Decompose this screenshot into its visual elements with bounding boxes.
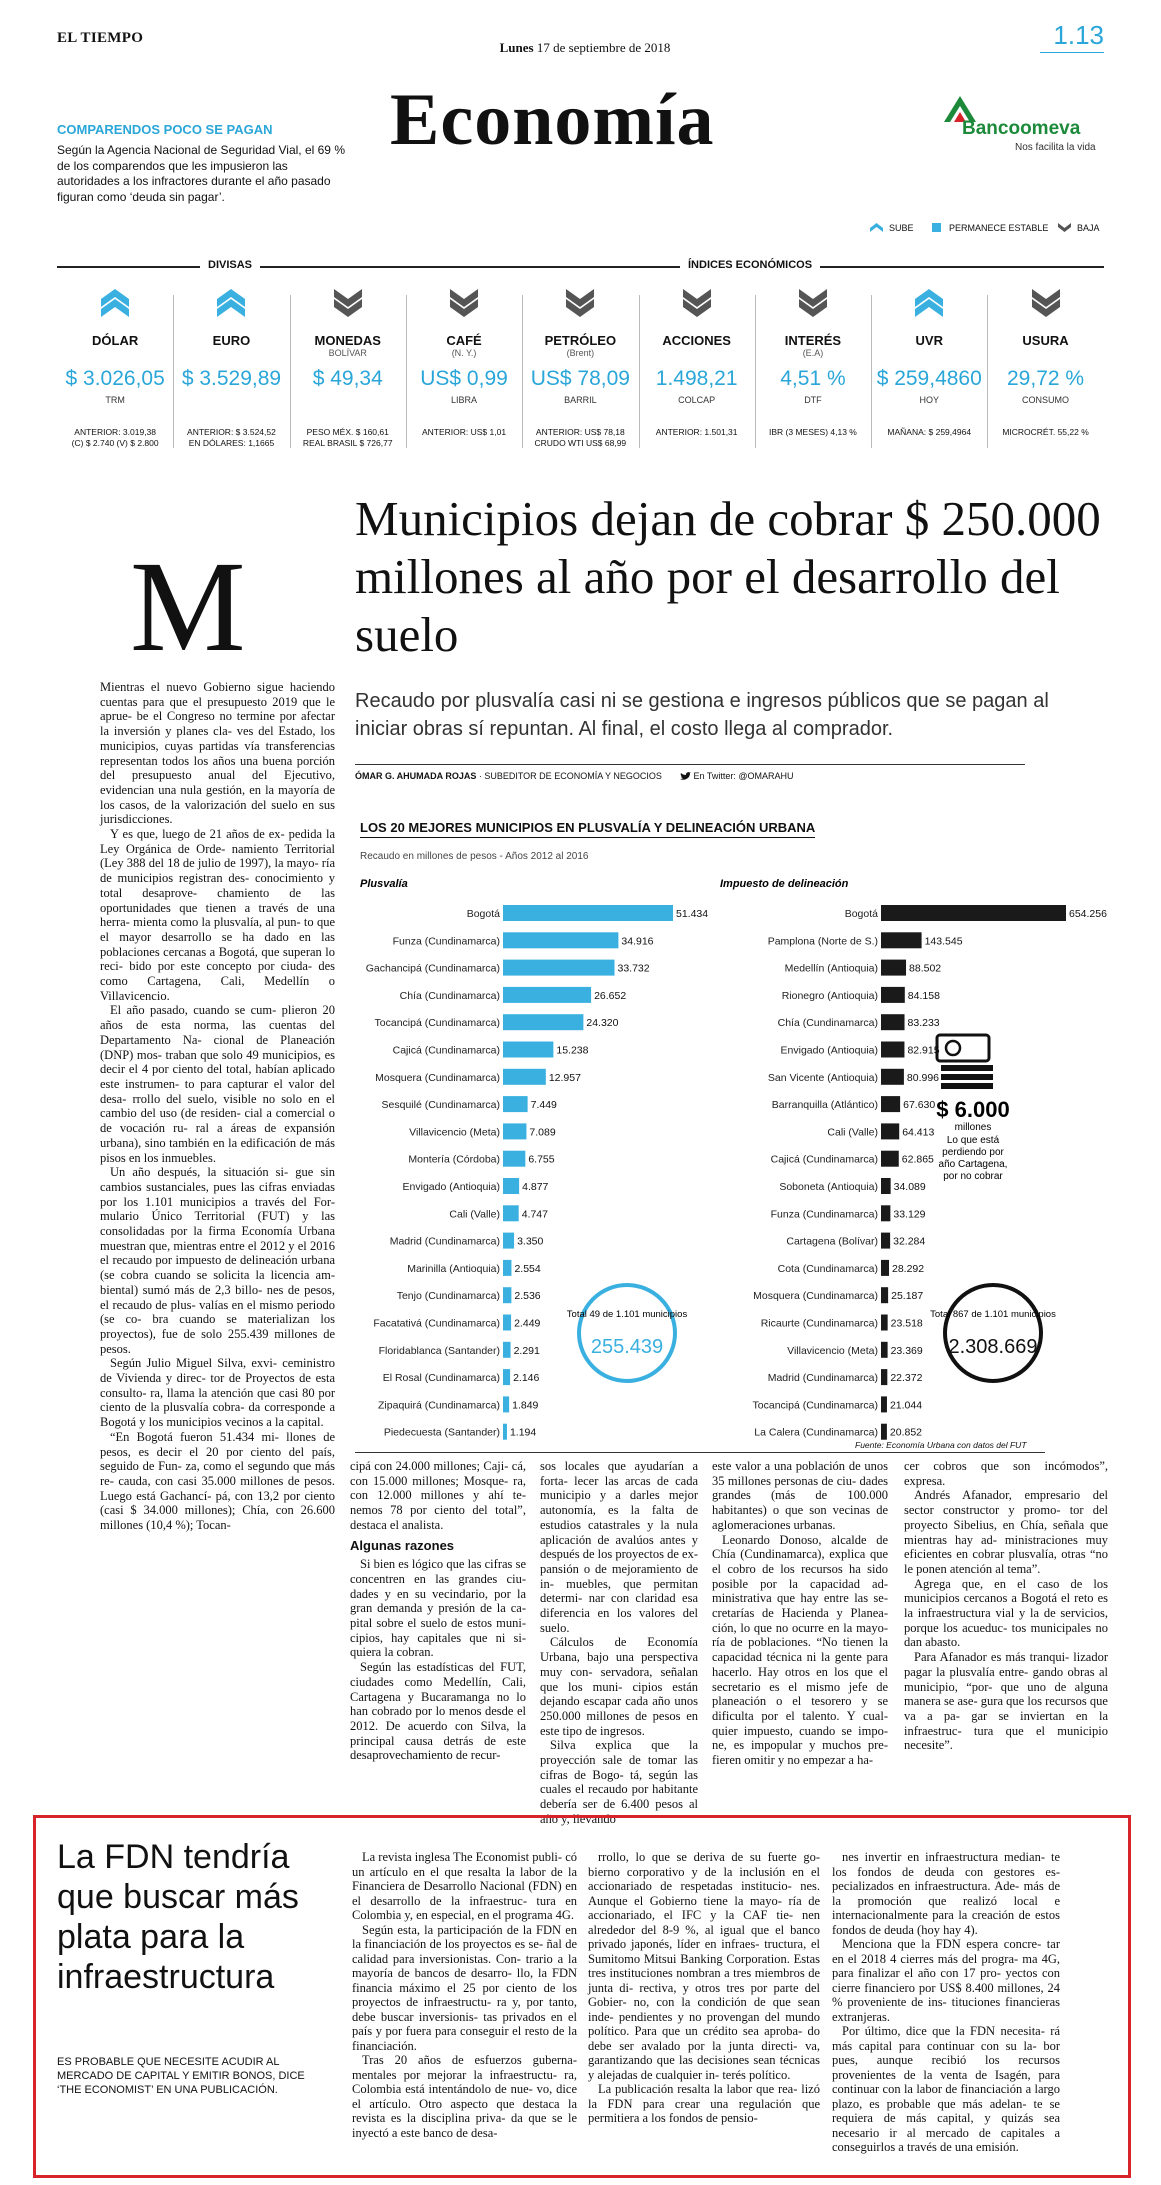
category-label: Funza (Cundinamarca) <box>770 1208 878 1221</box>
bar-value-label: 34.916 <box>621 935 654 948</box>
bar <box>881 905 1066 921</box>
paragraph: nes invertir en infraestructura median- te los fondos de deuda con gestores es- pecializados en infraestructura. Ade- más de la promoción que realizó local e internacionalmente para la creación de estos fondos de deuda (hoy hay 4). <box>832 1850 1060 1937</box>
twitter-handle[interactable] <box>680 771 794 781</box>
paragraph: Mientras el nuevo Gobierno sigue haciendo cuentas para que el presupuesto 2019 que le aprue- be el Congreso no termine por afectar la inversión y planes cla- ves del Estado, los municipios, cuyas partidas vía transferencias representan todos los años una buena porción del presupuesto anual del Ejecutivo, evidencian una nula gestión, en la mayoría de los casos, de la valorización del suelo en sus jurisdicciones. <box>100 680 335 827</box>
bar <box>881 1315 888 1331</box>
group-indices: ÍNDICES ECONÓMICOS <box>680 259 820 271</box>
total-label-plusvalia: Total 49 de 1.101 municipios <box>566 1309 688 1320</box>
brief-title: COMPARENDOS POCO SE PAGAN <box>57 122 273 137</box>
indicator-foot-2: REAL BRASIL $ 726,77 <box>302 437 393 448</box>
legend-stable-label: PERMANECE ESTABLE <box>949 222 1049 233</box>
category-label: Sesquilé (Cundinamarca) <box>381 1099 500 1112</box>
paragraph: La publicación resalta la labor que rea- lizó la FDN para crear una regulación que permitiera a los fondos de pensio- <box>588 2082 820 2125</box>
bar-value-label: 3.350 <box>517 1235 544 1248</box>
indicator-foot-1: MICROCRÉT. 55,22 % <box>1002 427 1089 437</box>
page-number <box>1053 20 1104 51</box>
bar-value-label: 24.320 <box>586 1017 619 1030</box>
indicator-value: 4,51 % <box>780 367 846 390</box>
box-column-2 <box>588 1850 820 2165</box>
bar-value-label: 67.630 <box>903 1099 936 1112</box>
bar-value-label: 80.996 <box>906 1071 940 1084</box>
series-name-0: Plusvalía <box>360 878 408 890</box>
category-label: El Rosal (Cundinamarca) <box>382 1372 500 1385</box>
total-label-delineacion: Total 867 de 1.101 municipios <box>930 1309 1056 1320</box>
paragraph: Cálculos de Economía Urbana, bajo una perspectiva muy con- servadora, señalan que los muni- cipios están dejando escapar cada año unos 250.000 millones de pesos en este tipo de ingresos. <box>540 1635 698 1738</box>
bar-value-label: 84.158 <box>907 989 940 1002</box>
indicator-name: DÓLAR <box>92 333 139 348</box>
category-label: San Vicente (Antioquia) <box>767 1071 878 1084</box>
callout-text-line: año Cartagena, <box>938 1159 1008 1170</box>
byline <box>355 771 662 781</box>
bar <box>503 1260 511 1276</box>
chart-source: Fuente: Economía Urbana con datos del FUT <box>855 1440 1027 1450</box>
category-label: Barranquilla (Atlántico) <box>771 1099 878 1112</box>
twitter-bird-icon <box>680 772 691 781</box>
trend-up-icon <box>217 287 245 319</box>
indicator-foot-1: MAÑANA: $ 259,4964 <box>887 427 972 437</box>
twitter-label: En Twitter: @OMARAHU <box>693 771 794 781</box>
indicator-4 <box>522 287 638 452</box>
group-divisas: DIVISAS <box>200 259 260 271</box>
bar-value-label: 4.747 <box>521 1208 548 1221</box>
bar <box>503 1287 511 1303</box>
category-label: Tocancipá (Cundinamarca) <box>374 1017 500 1030</box>
indicator-separator <box>522 295 523 448</box>
indicator-unit: HOY <box>919 395 939 405</box>
indicator-name: INTERÉS <box>784 333 842 348</box>
article-column-2 <box>350 1459 526 1789</box>
indicator-7 <box>871 287 987 452</box>
chart-subtitle: Recaudo en millones de pesos - Años 2012 al 2016 <box>360 851 589 862</box>
legend-stable <box>930 222 1048 233</box>
bar-value-label: 1.194 <box>509 1426 537 1439</box>
bar-value-label: 62.865 <box>901 1153 934 1166</box>
paragraph: cer cobros que son incómodos”, expresa. <box>904 1459 1108 1488</box>
article-column-1 <box>100 680 335 1785</box>
headline: Municipios dejan de cobrar $ 250.000 millones al año por el desarrollo del suelo <box>355 491 1101 662</box>
bar <box>503 1233 514 1249</box>
bar-value-label: 34.089 <box>893 1181 926 1193</box>
bar <box>881 1342 888 1358</box>
edition-date <box>440 40 730 56</box>
paragraph: Para Afanador es más tranqui- lizador pagar la plusvalía entre- gando obras al municipio, “por- que uno de alguna manera se ase- gura que los recursos que va a pa- gar se inviertan en la infraestruc- tura que el municipio necesite”. <box>904 1650 1108 1753</box>
bar <box>503 905 673 921</box>
category-label: Facatativá (Cundinamarca) <box>373 1317 500 1330</box>
total-circle-delineacion <box>945 1285 1041 1381</box>
byline-role: · SUBEDITOR DE ECONOMÍA Y NEGOCIOS <box>476 771 662 781</box>
drop-cap: M <box>130 535 246 679</box>
category-label: Cali (Valle) <box>827 1126 878 1139</box>
indicator-foot <box>173 427 289 448</box>
category-label: Mosquera (Cundinamarca) <box>753 1290 878 1303</box>
bar <box>503 1014 583 1030</box>
bar-value-label: 654.256 <box>1069 908 1107 920</box>
indicator-foot-1: ANTERIOR: 1.501,31 <box>655 427 738 437</box>
bar <box>503 987 591 1003</box>
indicator-value: $ 259,4860 <box>876 367 982 390</box>
indicator-foot-2: (C) $ 2.740 (V) $ 2.800 <box>71 437 159 448</box>
bar-value-label: 4.877 <box>522 1181 549 1193</box>
category-label: Ricaurte (Cundinamarca) <box>760 1317 878 1330</box>
indicator-sub: BOLÍVAR <box>328 348 367 358</box>
byline-author: ÓMAR G. AHUMADA ROJAS <box>355 771 477 781</box>
paragraph: Según Julio Miguel Silva, exvi- ceministro de Vivienda y direc- tor de Proyectos de esta consulto- ra, llama la atención que casi 80 por ciento de la plusvalía cobra- da corresponde a Bogotá y los municipios vecinos a la capital. <box>100 1356 335 1430</box>
paragraph: “En Bogotá fueron 51.434 mi- llones de pesos, es decir el 20 por ciento del país, seguido de Fun- za, como el segundo que más re- cauda, con casi 35.000 millones de pesos. Luego está Gachancí- pá, con 13,2 por ciento (casi $ 34.000 millones); Chía, con 26.600 millones (10,4 %); Tocan- <box>100 1429 335 1533</box>
category-label: Mosquera (Cundinamarca) <box>375 1071 500 1084</box>
category-label: Villavicencio (Meta) <box>787 1344 878 1357</box>
square-icon <box>930 222 943 233</box>
bar-value-label: 22.372 <box>890 1372 923 1385</box>
paragraph: Menciona que la FDN espera concre- tar en el 2018 4 cierres más del progra- ma 4G, para finalizar el año con 17 pro- yectos con cierre financiero por US$ 8.400 millones, 24 % proveniente de ins- tituciones financieras extranjeras. <box>832 1937 1060 2024</box>
paragraph: Y es que, luego de 21 años de ex- pedida la Ley Orgánica de Orde- namiento Territorial (Ley 388 del 18 de julio de 1997), la mayo- ría de municipios registran des- conocimiento y total desaprove- chamiento de las oportunidades que tienen a través de una herra- mienta como la plusvalía, al pun- to que el mayor desarrollo se ha dado en las poblaciones cercanas a Bogotá, que superan lo reci- bido por este concepto por ciuda- des como Cartagena, Cali, Medellín o Villavicencio. <box>100 827 335 1003</box>
bar <box>881 1260 889 1276</box>
bar <box>503 960 614 976</box>
category-label: Tocancipá (Cundinamarca) <box>752 1399 878 1412</box>
bar <box>503 1123 526 1139</box>
bar <box>881 1014 905 1030</box>
box-summary: ES PROBABLE QUE NECESITE ACUDIR AL MERCADO DE CAPITAL Y EMITIR BONOS, DICE ‘THE ECONOMIST’ EN UNA PUBLICACIÓN. <box>57 2056 305 2096</box>
bar-value-label: 20.852 <box>889 1426 923 1439</box>
col2-text-b <box>350 1557 526 1763</box>
date-weekday: Lunes <box>499 40 534 55</box>
category-label: Funza (Cundinamarca) <box>392 935 500 948</box>
indicator-foot-1: ANTERIOR: 3.019,38 <box>74 427 157 437</box>
indicator-foot <box>639 427 755 438</box>
bar <box>881 1424 887 1440</box>
bar <box>881 1123 899 1139</box>
trend-down-icon <box>566 287 594 319</box>
legend-down <box>1058 222 1100 233</box>
paragraph: La revista inglesa The Economist publi- có un artículo en el que resalta la labor de la Financiera de Desarrollo Nacional (FDN) en el desarrollo de la infraestruc- tura en Colombia y, en especial, en el programa 4G. <box>352 1850 577 1922</box>
category-label: Pamplona (Norte de S.) <box>767 935 878 948</box>
callout-unit: millones <box>954 1122 992 1133</box>
indicator-foot <box>57 427 173 448</box>
indicator-unit: CONSUMO <box>1022 395 1070 405</box>
indicator-0 <box>57 287 173 452</box>
bar <box>503 1069 546 1085</box>
bar-value-label: 28.292 <box>891 1262 925 1275</box>
page-number-rule <box>1040 52 1104 53</box>
indicator-foot-1: ANTERIOR: $ 3.524,52 <box>187 427 276 437</box>
bar <box>503 932 618 948</box>
indicator-2 <box>290 287 406 452</box>
bar <box>881 1369 887 1385</box>
section-title: Economía <box>390 79 715 161</box>
ad-brand: Bancoomeva <box>962 118 1081 139</box>
indicator-1 <box>173 287 289 452</box>
indicator-unit: TRM <box>105 395 125 405</box>
category-label: Cajicá (Cundinamarca) <box>392 1044 500 1057</box>
bar-value-label: 23.369 <box>890 1344 923 1357</box>
indicator-sub: (Brent) <box>566 348 595 358</box>
paragraph: sos locales que ayudarían a forta- lecer las arcas de cada municipio y a darles mejor autonomía, es la falta de estudios catastrales y la nula aplicación de avalúos antes y después de los proyectos de ex- pansión o de mejoramiento de in- muebles, que permitan determi- nar con claridad esa diferencia en los valores del suelo. <box>540 1459 698 1635</box>
category-label: Cartagena (Bolívar) <box>786 1235 878 1248</box>
advertisement[interactable] <box>940 92 1100 162</box>
indicator-foot <box>755 427 871 438</box>
bar-value-label: 88.502 <box>909 962 942 975</box>
indicator-name: ACCIONES <box>662 333 731 348</box>
trend-down-icon <box>1032 287 1060 319</box>
indicator-value: $ 3.026,05 <box>65 367 165 390</box>
indicator-5 <box>639 287 755 452</box>
category-label: Cota (Cundinamarca) <box>777 1262 878 1275</box>
category-label: Bogotá <box>466 908 500 920</box>
bar-value-label: 143.545 <box>924 935 963 948</box>
indicator-foot-2: CRUDO WTI US$ 68,99 <box>534 437 627 448</box>
category-label: Cali (Valle) <box>449 1208 500 1221</box>
bar <box>503 1424 507 1440</box>
category-label: Marinilla (Antioquia) <box>407 1262 500 1275</box>
byline-rule <box>355 764 1025 765</box>
bar <box>503 1315 511 1331</box>
series-name-1: Impuesto de delineación <box>720 878 849 890</box>
money-stack-icon <box>937 1035 993 1089</box>
bar-value-label: 51.434 <box>676 908 709 920</box>
category-label: Rionegro (Antioquia) <box>781 989 878 1002</box>
legend-up <box>870 222 914 233</box>
indicator-value: US$ 78,09 <box>530 367 630 390</box>
box-column-1 <box>352 1850 577 2165</box>
indicator-name: MONEDAS <box>314 333 381 348</box>
trend-down-icon <box>799 287 827 319</box>
indicator-name: UVR <box>915 333 943 348</box>
paragraph: Silva explica que la proyección sale de tomar las cifras de Bogo- tá, según las cuales el recaudo por habitante debería ser de 6.400 pesos al año y, llevando <box>540 1738 698 1826</box>
bar <box>881 1151 899 1167</box>
bar-value-label: 2.291 <box>513 1344 540 1357</box>
deck: Recaudo por plusvalía casi ni se gestiona e ingresos públicos que se pagan al iniciar obras sí repuntan. Al final, el costo llega al comprador. <box>355 690 1049 740</box>
bar-value-label: 2.449 <box>514 1317 541 1330</box>
page-section: 1. <box>1053 20 1076 50</box>
paragraph: Si bien es lógico que las cifras se concentren en las grandes ciu- dades y en su vecindario, por la gran demanda y presión de la ca- pital sobre el suelo de estos muni- cipios, hay capitales que ni si- quiera la cobran. <box>350 1557 526 1660</box>
date-text: 17 de septiembre de 2018 <box>536 40 671 55</box>
paragraph: Por último, dice que la FDN necesita- rá más capital para continuar con su la- bor pues, aunque recibió los recursos provenientes de la venta de Isagén, para continuar con la labor de financiación a largo plazo, es probable que más adelan- te se requiera de más capital, y quizás sea necesario ir al mercado de capitales a conseguirlos a través de una emisión. <box>832 2024 1060 2154</box>
category-label: Madrid (Cundinamarca) <box>767 1372 878 1385</box>
indicator-foot <box>290 427 406 448</box>
bar-value-label: 25.187 <box>891 1290 924 1303</box>
paragraph: El año pasado, cuando se cum- plieron 20 años de esta norma, las cuentas del Departamento Na- cional de Planeación (DNP) mos- traban que solo 49 municipios, es decir el 4 por ciento del total, habían aplicado este instrumen- to para capturar el valor del desa- rrollo del suelo, visible no solo en el cambio del uso (de residen- cial a comercial o de vocación ru- ral a áreas de expansión urbana), sino también en la edificación de más pisos en los inmuebles. <box>100 1003 335 1165</box>
category-label: Envigado (Antioquia) <box>780 1044 878 1057</box>
indicator-sub: (N. Y.) <box>451 348 477 358</box>
category-label: Cajicá (Cundinamarca) <box>770 1153 878 1166</box>
bar <box>881 1178 891 1194</box>
chart <box>355 865 1107 1440</box>
bar-value-label: 12.957 <box>548 1071 581 1084</box>
bar <box>503 1096 528 1112</box>
bar <box>503 1369 510 1385</box>
indicator-value: $ 3.529,89 <box>181 367 282 390</box>
bar <box>881 1205 890 1221</box>
trend-down-icon <box>450 287 478 319</box>
ad-slogan: Nos facilita la vida <box>1015 142 1096 153</box>
category-label: Madrid (Cundinamarca) <box>389 1235 500 1248</box>
category-label: Envigado (Antioquia) <box>402 1181 500 1193</box>
indicator-value: US$ 0,99 <box>420 367 508 390</box>
indicator-unit: LIBRA <box>451 395 478 405</box>
indicator-6 <box>755 287 871 452</box>
bar-value-label: 2.536 <box>514 1290 541 1303</box>
trend-up-icon <box>101 287 129 319</box>
bar <box>503 1042 553 1058</box>
paragraph: Agrega que, en el caso de los municipios cercanos a Bogotá el reto es la infraestructura vial y la de servicios, porque los acueduc- tos municipales no dan abasto. <box>904 1576 1108 1650</box>
callout-text-line: por no cobrar <box>943 1171 1003 1182</box>
article-column-4 <box>712 1459 888 1789</box>
trend-up-icon <box>915 287 943 319</box>
indicator-8 <box>987 287 1103 452</box>
callout-text-line: Lo que está <box>946 1135 1000 1146</box>
article-column-5 <box>904 1459 1108 1789</box>
indicator-foot-2: EN DÓLARES: 1,1665 <box>188 437 275 448</box>
bar <box>503 1151 525 1167</box>
bar-value-label: 1.849 <box>512 1399 539 1412</box>
category-label: Soboneta (Antioquia) <box>779 1181 878 1193</box>
paragraph: este valor a una población de unos 35 millones personas de ciu- dades grandes (más de 100.000 habitantes) o que son vecinas de aglomeraciones urbanas. <box>712 1459 888 1532</box>
total-value-delineacion: 2.308.669 <box>948 1336 1038 1358</box>
category-label: Villavicencio (Meta) <box>409 1126 500 1139</box>
bar <box>881 1233 890 1249</box>
bar <box>881 1069 904 1085</box>
indicator-unit: DTF <box>804 395 822 405</box>
indicator-name: CAFÉ <box>446 333 482 348</box>
total-value-plusvalia: 255.439 <box>590 1336 664 1358</box>
bar-value-label: 33.129 <box>893 1208 926 1221</box>
indicator-name: PETRÓLEO <box>544 333 617 348</box>
category-label: Gachancipá (Cundinamarca) <box>365 962 500 975</box>
bar-value-label: 2.554 <box>514 1262 541 1275</box>
category-label: Bogotá <box>844 908 878 920</box>
indicator-value: $ 49,34 <box>312 367 383 390</box>
bar <box>881 987 905 1003</box>
indicator-separator <box>871 295 872 448</box>
legend-up-label: SUBE <box>889 222 914 233</box>
paragraph: Leonardo Donoso, alcalde de Chía (Cundinamarca), explica que el cobro de los recursos ha sido posible por la capacidad ad- ministrativa que hay entre las se- cretarías de Hacienda y Planea- ción, lo que no ocurre en la mayo- ría de poblaciones. “No tienen la capacidad técnica ni la gente para hacerlo. Hay otros en los que el secretario es el mismo jefe de planeación o el tesorero y se dificulta por el talento. Y cual- quier impuesto, cuando se impo- ne, es impopular y muchos pre- fieren omitir y no empezar a ha- <box>712 1532 888 1768</box>
indicator-foot-1: ANTERIOR: US$ 78,18 <box>535 427 625 437</box>
paragraph: Un año después, la situación si- gue sin cambios sustanciales, pues las cifras enviadas por los 1.101 municipios a través del For- mulario Único Territorial (FUT) y las consolidadas por la firma Economía Urbana muestran que, mientras entre el 2012 y el 2016 el recaudo por impuesto de delineación urbana (se cobra cuando se solicita la licencia am- biental) sumó más de 2,3 billo- nes de pesos, el recaudo de plus- valías en el mismo periodo (se co- bra cuando se materializan los proyectos), fue de solo 255.439 millones de pesos. <box>100 1165 335 1356</box>
brief-text: Según la Agencia Nacional de Seguridad Vial, el 69 % de los comparendos que les impusieron las autoridades a los infractores durante el año pasado figuran como ‘deuda sin pagar’. <box>57 143 345 204</box>
indicator-separator <box>406 295 407 448</box>
indicator-separator <box>173 295 174 448</box>
category-label: Piedecuesta (Santander) <box>383 1426 500 1439</box>
category-label: Medellín (Antioquia) <box>784 962 878 975</box>
indicator-separator <box>755 295 756 448</box>
indicator-foot <box>871 427 987 438</box>
bar-value-label: 7.449 <box>530 1099 557 1112</box>
col2-text-a: cipá con 24.000 millones; Caji- cá, con 15.000 millones; Mosque- ra, con 12.000 millones y ahí te- nemos 78 por ciento del total”, destaca el analista. <box>350 1459 526 1532</box>
category-label: Floridablanca (Santander) <box>378 1344 500 1357</box>
box-column-3 <box>832 1850 1060 2165</box>
category-label: La Calera (Cundinamarca) <box>754 1426 878 1439</box>
paragraph: Según esta, la participación de la FDN en la financiación de los proyectos es se- ñal de calidad para inversionistas. Con- trario a la mayoría de bancos de desarro- llo, la FDN financia máximo el 25 por ciento de los proyectos de infraestructu- ra y, por tanto, debe buscar inversionis- tas privados en el país y por fuera para conseguir el resto de la financiación. <box>352 1922 577 2053</box>
chevron-up-icon <box>870 222 883 233</box>
indicator-foot-1: IBR (3 MESES) 4,13 % <box>769 427 857 437</box>
indicator-3 <box>406 287 522 452</box>
indicator-foot <box>987 427 1103 438</box>
bar-value-label: 23.518 <box>890 1317 923 1330</box>
bar <box>881 1287 888 1303</box>
bar-value-label: 33.732 <box>617 962 650 975</box>
bar <box>503 1178 519 1194</box>
chevron-down-icon <box>1058 222 1071 233</box>
category-label: Zipaquirá (Cundinamarca) <box>378 1399 500 1412</box>
paragraph: rrollo, lo que se deriva de su fuerte go- bierno corporativo y de la inclusión en el accionariado de respetadas institucio- nes. Aunque el Gobierno tiene la mayo- ría de accionariado, el IFC y la CAF tie- nen alrededor del 8-9 %, al igual que el banco privado japonés, líder en infraes- tructura, el Sumitomo Mitsui Banking Corporation. Estas tres instituciones nombran a tres miembros de junta di- rectiva, y otros tres por parte del Gobier- no, con la condición de que sean inde- pendientes y no provengan del mundo político. Para que un crédito sea aproba- do debe ser avalado por la junta directi- va, garantizando que las decisiones sean técnicas y alejadas de cualquier in- terés político. <box>588 1850 820 2082</box>
callout-text-line: perdiendo por <box>942 1147 1004 1158</box>
indicator-foot-1: ANTERIOR: US$ 1,01 <box>421 427 507 437</box>
box-title: La FDN tendría que buscar más plata para la infraestructura <box>57 1838 299 1996</box>
indicator-separator <box>987 295 988 448</box>
paragraph: Andrés Afanador, empresario del sector constructor y promo- tor del proyecto Sibelius, en Chía, señala que mientras hay ad- ministraciones muy eficientes en cobrar plusvalía, otras “no le ponen atención al tema”. <box>904 1488 1108 1576</box>
bar <box>881 1396 887 1412</box>
bar-value-label: 82.915 <box>907 1044 940 1057</box>
category-label: Tenjo (Cundinamarca) <box>396 1290 500 1303</box>
bar-value-label: 6.755 <box>528 1153 555 1166</box>
indicator-separator <box>290 295 291 448</box>
indicator-sub: (E.A) <box>802 348 824 358</box>
paragraph: Tras 20 años de esfuerzos guberna- mentales por mejorar la infraestructu- ra, Colombia está intentándolo de nue- vo, dice el artículo. Otro aspecto que destaca la revista es la disciplina priva- da que se le inyectó a este banco de desa- <box>352 2053 577 2140</box>
indicator-foot <box>522 427 638 448</box>
bar-value-label: 15.238 <box>556 1044 589 1057</box>
bar-value-label: 64.413 <box>902 1126 935 1139</box>
total-circle-plusvalia <box>579 1285 675 1381</box>
bar <box>503 1342 511 1358</box>
bar-value-label: 83.233 <box>907 1017 940 1030</box>
bar <box>881 932 922 948</box>
col2-subheading: Algunas razones <box>350 1537 455 1553</box>
bar <box>881 960 906 976</box>
legend-down-label: BAJA <box>1077 222 1100 233</box>
article-column-3 <box>540 1459 698 1826</box>
trend-down-icon <box>683 287 711 319</box>
category-label: Chía (Cundinamarca) <box>399 989 500 1002</box>
category-label: Montería (Córdoba) <box>408 1153 500 1166</box>
bar-value-label: 32.284 <box>893 1235 926 1248</box>
indicator-name: USURA <box>1022 333 1069 348</box>
newspaper-name: EL TIEMPO <box>57 30 144 46</box>
chart-bottom-rule <box>355 1452 1045 1453</box>
bar <box>881 1042 904 1058</box>
page-num: 13 <box>1075 20 1104 50</box>
indicator-foot <box>406 427 522 438</box>
indicator-value: 29,72 % <box>1007 367 1085 390</box>
paragraph: Según las estadísticas del FUT, ciudades como Medellín, Cali, Cartagena y Bucaramanga no lo han cobrado por lo menos desde el 2012. De acuerdo con Silva, la principal causa detrás de este desaprovechamiento de recur- <box>350 1660 526 1763</box>
indicator-foot-1: PESO MÉX. $ 160,61 <box>306 427 389 437</box>
indicator-name: EURO <box>212 333 251 348</box>
callout-amount: $ 6.000 <box>936 1097 1010 1122</box>
indicator-unit: BARRIL <box>564 395 597 405</box>
bar-value-label: 26.652 <box>594 989 627 1002</box>
bar-value-label: 21.044 <box>889 1399 923 1412</box>
indicator-separator <box>639 295 640 448</box>
trend-down-icon <box>334 287 362 319</box>
bar <box>881 1096 900 1112</box>
bar-value-label: 2.146 <box>513 1372 540 1385</box>
category-label: Chía (Cundinamarca) <box>777 1017 878 1030</box>
bar-value-label: 7.089 <box>529 1126 556 1139</box>
bar <box>503 1205 519 1221</box>
bar <box>503 1396 509 1412</box>
indicator-value: 1.498,21 <box>655 367 738 390</box>
indicator-unit: COLCAP <box>678 395 716 405</box>
chart-title: LOS 20 MEJORES MUNICIPIOS EN PLUSVALÍA Y DELINEACIÓN URBANA <box>360 820 815 838</box>
